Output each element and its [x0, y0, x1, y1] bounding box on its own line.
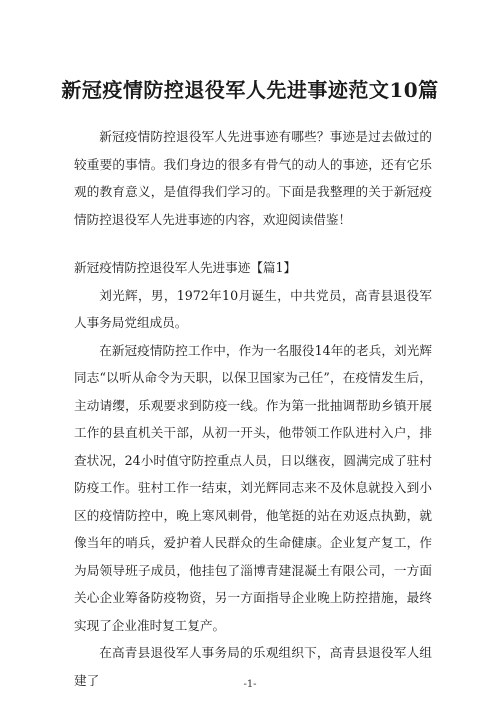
- section-article-1: [74, 254, 432, 694]
- page-number: -1-: [243, 679, 257, 690]
- intro-paragraph: 新冠疫情防控退役军人先进事迹有哪些？事迹是过去做过的较重要的事情。我们身边的很多有骨气的动人的事迹，还有它乐观的教育意义，是值得我们学习的。下面是我整理的关于新冠疫情防控退役军人先进事迹的内容，欢迎阅读借鉴！: [74, 129, 432, 227]
- section-heading: 新冠疫情防控退役军人先进事迹【篇1】: [74, 260, 297, 275]
- intro-block: [74, 123, 432, 233]
- paragraph-deeds: 在新冠疫情防控工作中，作为一名服役14年的老兵，刘光辉同志“以听从命令为天职，以保卫国家为己任”，在疫情发生后，主动请缨，乐观要求到防疫一线。作为第一批抽调帮助乡镇开展工作的县直机关干部，从初一开头，他带领工作队进村入户，排查状况，24小时值守防控重点人员，日以继夜，圆满完成了驻村防疫工作。驻村工作一结束，刘光辉同志来不及休息就投入到小区的疫情防控中，晚上寒风刺骨，他笔挺的站在劝返点执勤，就像当年的哨兵，爱护着人民群众的生命健康。企业复产复工，作为局领导班子成员，他挂包了淄博青建混凝土有限公司，一方面关心企业筹备防疫物资，另一方面指导企业晚上防控措施，最终实现了企业准时复工复产。: [74, 342, 432, 633]
- document-title: 新冠疫情防控退役军人先进事迹范文10篇: [61, 78, 439, 102]
- paragraph-profile: 刘光辉，男，1972年10月诞生，中共党员，高青县退役军人事务局党组成员。: [74, 287, 432, 330]
- paragraph-continuation: 在高青县退役军人事务局的乐观组织下，高青县退役军人组建了: [74, 645, 432, 688]
